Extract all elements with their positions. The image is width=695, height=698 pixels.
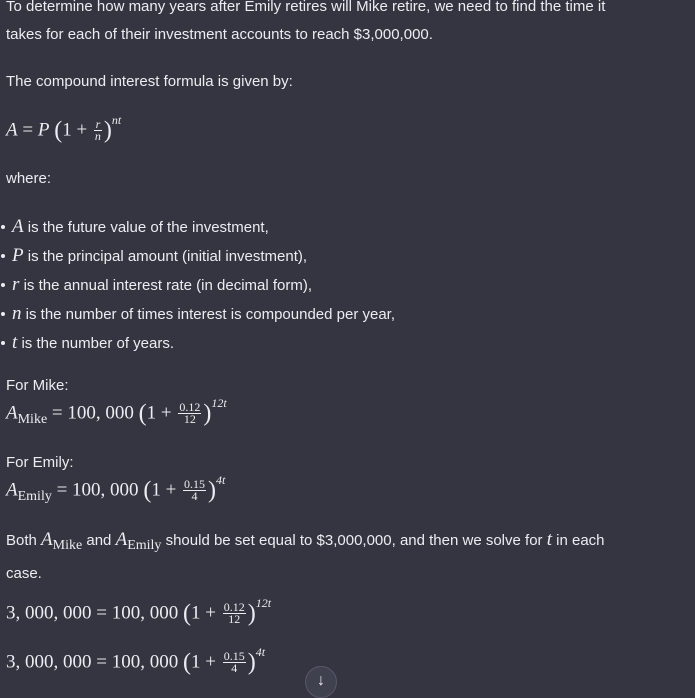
formula-r: r (95, 117, 101, 132)
emily-label: For Emily: (6, 454, 74, 471)
formula-exponent: nt (111, 113, 122, 127)
list-item: t is the number of years. (6, 329, 646, 358)
scroll-to-bottom-button[interactable] (305, 666, 337, 698)
emily-equation: $A_{Emily} = 100$, 000 (1 + $\frac{0.15}{4}$ )$^{4t}$ (6, 473, 226, 505)
formula-eq: = (22, 119, 34, 141)
formula-intro: The compound interest formula is given by: (6, 73, 293, 90)
paren-open: ( (54, 117, 63, 144)
list-item: P is the principal amount (initial investment), (6, 242, 646, 271)
formula-n: n (94, 129, 101, 144)
intro-paragraph: To determine how many years after Emily retires will Mike retire, we need to find the time it takes for each of their investment accounts to reach $3,000,000. (6, 0, 606, 43)
list-item: n is the number of times interest is compounded per year, (6, 300, 646, 329)
mike-equation: $A_{Mike} = 100$, 000 (1 + $\frac{0.12}{12}$ )$^{12t}$ (6, 396, 227, 428)
formula-one-plus: 1 + (62, 119, 88, 141)
compound-interest-formula (6, 113, 122, 144)
list-item: r is the annual interest rate (in decimal form), (6, 271, 646, 300)
where-label: where: (6, 170, 52, 187)
both-paragraph: Both $A_{Mike}$ and $A_{Emily}$ should be set equal to $3,000,000, and then we solve for t in each case. (6, 529, 605, 582)
formula-fraction (94, 119, 102, 142)
formula-lhs: A (6, 119, 18, 141)
arrow-down-icon: ↓ (317, 672, 325, 689)
formula-p: P (37, 119, 50, 141)
equation-mike-solve: 3, 000, 000 = 100, 000 (1 + $\frac{0.12}{12}$ )$^{12t}$ (6, 596, 272, 627)
emily-fraction: $\frac{0.15}{4}$ (184, 477, 206, 504)
equation-emily-solve: 3, 000, 000 = 100, 000 (1 + $\frac{0.15}{4}$ )$^{4t}$ (6, 645, 266, 676)
mike-label: For Mike: (6, 377, 69, 394)
mike-fraction: $\frac{0.12}{12}$ (179, 400, 201, 427)
paren-close: ) (103, 117, 112, 144)
list-item: A is the future value of the investment, (6, 213, 646, 242)
definition-list (6, 213, 646, 358)
